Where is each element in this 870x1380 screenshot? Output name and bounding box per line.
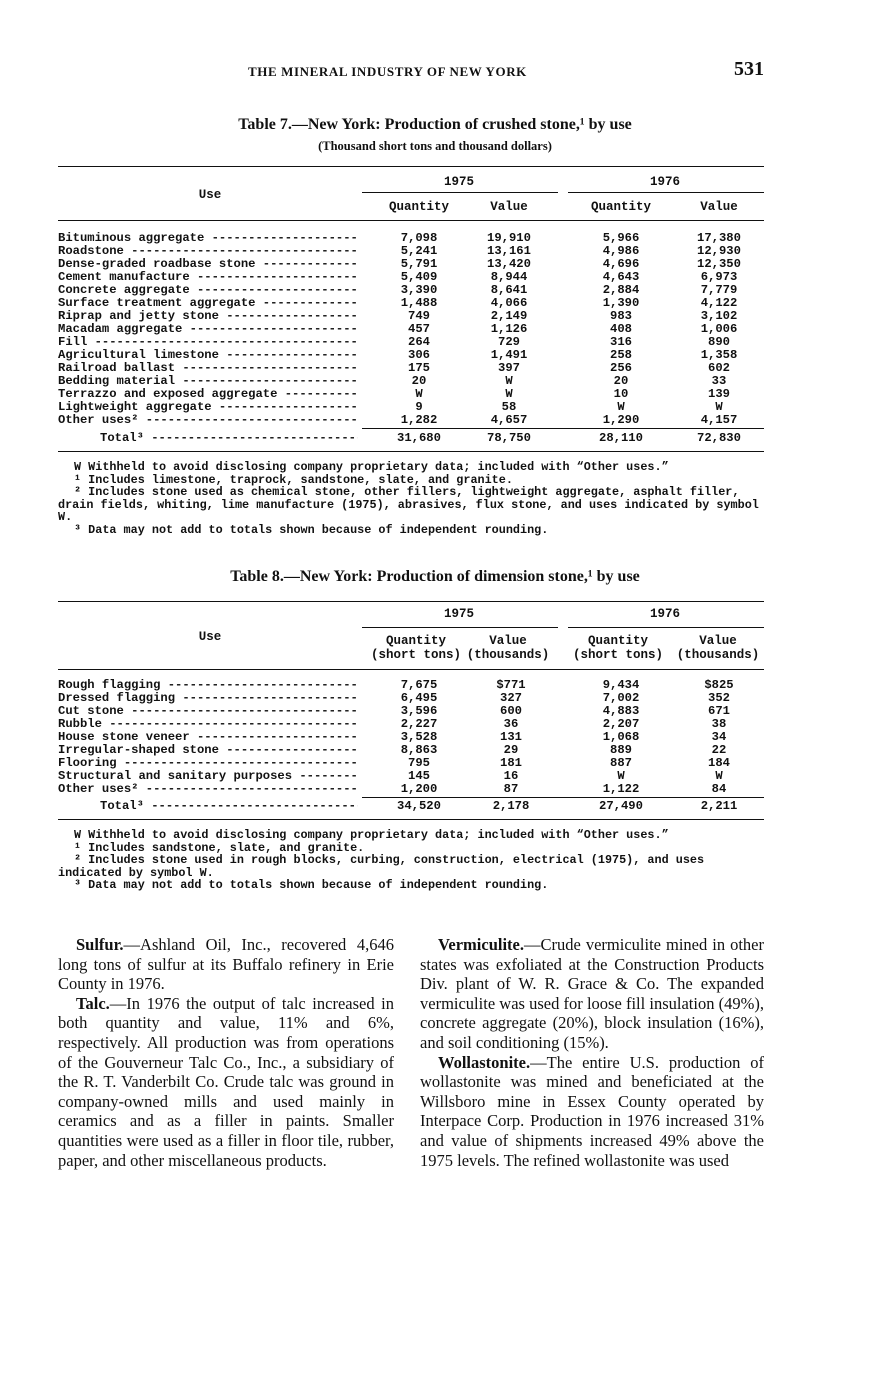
table-row: Bituminous aggregate ----- 7,098 19,910 5,966 17,380: [58, 232, 768, 245]
table-row: Roadstone ----- 5,241 13,161 4,986 12,930: [58, 245, 768, 258]
table-row: Flooring ----- 795 181 887 184: [58, 757, 768, 770]
table8-bottom-rule: [58, 819, 764, 820]
table-row: Irregular-shaped stone ----- 8,863 29 889 22: [58, 744, 768, 757]
table8-footnotes: [58, 829, 770, 892]
table-row: Other uses² ----- 1,282 4,657 1,290 4,157: [58, 414, 768, 427]
table8-col-val-1976: Value: [699, 634, 737, 648]
left-column: [58, 935, 394, 1170]
table8-header-rule: [58, 669, 764, 670]
footnote: ¹ Includes sandstone, slate, and granite.: [74, 840, 365, 855]
table8-col-qty-unit-1975: (short tons): [370, 648, 461, 662]
table7-total-rule: [362, 428, 764, 429]
table7-1976-span-rule: [568, 192, 764, 193]
table8-total-rule: [362, 797, 764, 798]
table7-col-val-1975: Value: [490, 200, 528, 214]
table-row: Other uses² ----- 1,200 87 1,122 84: [58, 783, 768, 796]
footnote: W Withheld to avoid disclosing company proprietary data; included with “Other uses.”: [74, 460, 669, 474]
table8-col-qty-1975: Quantity: [385, 634, 446, 648]
table8-col-val-unit-1975: (thousands): [466, 648, 550, 662]
table8-year-1975: 1975: [443, 607, 474, 621]
table-row: Cement manufacture ----- 5,409 8,944 4,643 6,973: [58, 271, 768, 284]
table-row: Riprap and jetty stone ----- 749 2,149 983 3,102: [58, 310, 768, 323]
footnote: ² Includes stone used in rough blocks, curbing, construction, electrical (1975), and uses indicated by symbol W.: [58, 853, 705, 880]
table7-1975-span-rule: [362, 192, 558, 193]
table8-year-1976: 1976: [649, 607, 680, 621]
table-row: Rubble ----- 2,227 36 2,207 38: [58, 718, 768, 731]
table-row: Railroad ballast ----- 175 397 256 602: [58, 362, 768, 375]
table-row: Cut stone ----- 3,596 600 4,883 671: [58, 705, 768, 718]
footnote: ³ Data may not add to totals shown because of independent rounding.: [74, 878, 549, 892]
table7-total-row: Total³ ----- 31,680 78,750 28,110 72,830: [58, 432, 768, 445]
paragraph-wollastonite: Wollastonite.—The entire U.S. production of wollastonite was mined and beneficiated at the Willsboro mine in Essex County operated by Interpace Corp. Production in 1976 increased 31% and value of shipments increased 49% above the 1975 levels. The refined wollastonite was used: [420, 1052, 764, 1170]
table8-1976-span-rule: [568, 627, 764, 628]
table8-col-qty-1976: Quantity: [587, 634, 648, 648]
table-row: Macadam aggregate ----- 457 1,126 408 1,006: [58, 323, 768, 336]
table8-title: Table 8.—New York: Production of dimension stone,¹ by use: [230, 568, 640, 585]
table7-col-val-1976: Value: [700, 200, 738, 214]
table7-subtitle: (Thousand short tons and thousand dollars): [318, 139, 552, 153]
table8-col-val-unit-1976: (thousands): [676, 648, 760, 662]
table8-col-qty-unit-1976: (short tons): [572, 648, 663, 662]
table8-top-rule: [58, 601, 764, 602]
table-row: House stone veneer ----- 3,528 131 1,068 34: [58, 731, 768, 744]
table7-header-rule: [58, 220, 764, 221]
paragraph-vermiculite: Vermiculite.—Crude vermiculite mined in other states was exfoliated at the Construction Products Div. plant of W. R. Grace & Co. The expanded vermiculite was used for loose fill insulation (49%), concrete aggregate (20%), block insulation (16%), and soil conditioning (15%).: [420, 935, 764, 1052]
table7-year-1976: 1976: [649, 175, 680, 189]
table7-col-qty-1976: Quantity: [590, 200, 651, 214]
table-row: Surface treatment aggregate ----- 1,488 4,066 1,390 4,122: [58, 297, 768, 310]
paragraph-sulfur: Sulfur.—Ashland Oil, Inc., recovered 4,646 long tons of sulfur at its Buffalo refinery in Erie County in 1976.: [58, 935, 394, 994]
table-row: Structural and sanitary purposes ----- 145 16 W W: [58, 770, 768, 783]
table8-total-row: Total³ ----- 34,520 2,178 27,490 2,211: [58, 800, 768, 813]
talc-heading: Talc.: [76, 993, 110, 1013]
table7-col-qty-1975: Quantity: [388, 200, 449, 214]
table8-col-use: Use: [198, 630, 222, 644]
vermiculite-heading: Vermiculite.: [438, 935, 524, 954]
wollastonite-heading: Wollastonite.: [438, 1052, 531, 1072]
footnote: ² Includes stone used as chemical stone, other fillers, lightweight aggregate, asphalt filler, drain fields, whiting, lime manufacture (1975), abrasives, flux stone, and uses indicated by symbol W.: [58, 485, 759, 524]
running-title: THE MINERAL INDUSTRY OF NEW YORK: [248, 64, 527, 79]
table-row: Fill ----- 264 729 316 890: [58, 336, 768, 349]
footnote: W Withheld to avoid disclosing company proprietary data; included with “Other uses.”: [74, 828, 669, 842]
table7-top-rule: [58, 166, 764, 167]
table-row: Agricultural limestone ----- 306 1,491 258 1,358: [58, 349, 768, 362]
table-row: Dense-graded roadbase stone ----- 5,791 13,420 4,696 12,350: [58, 258, 768, 271]
table7-col-use: Use: [198, 188, 222, 202]
sulfur-heading: Sulfur.: [76, 935, 124, 954]
table7-title: Table 7.—New York: Production of crushed stone,¹ by use: [238, 116, 632, 133]
table7-bottom-rule: [58, 451, 764, 452]
page-number: 531: [734, 58, 764, 80]
table-row: Bedding material ----- 20 W 20 33: [58, 375, 768, 388]
table7-year-1975: 1975: [443, 175, 474, 189]
table-row: Terrazzo and exposed aggregate ----- W W 10 139: [58, 388, 768, 401]
table-row: Lightweight aggregate ----- 9 58 W W: [58, 401, 768, 414]
table-row: Concrete aggregate ----- 3,390 8,641 2,884 7,779: [58, 284, 768, 297]
footnote: ³ Data may not add to totals shown because of independent rounding.: [74, 522, 549, 537]
table-row: Dressed flagging ----- 6,495 327 7,002 352: [58, 692, 768, 705]
table7-footnotes: [58, 461, 770, 536]
right-column: [420, 935, 764, 1170]
footnote: ¹ Includes limestone, traprock, sandstone, slate, and granite.: [74, 472, 513, 487]
table8-1975-span-rule: [362, 627, 558, 628]
table8-col-val-1975: Value: [489, 634, 527, 648]
paragraph-talc: Talc.—In 1976 the output of talc increased in both quantity and value, 11% and 6%, respectively. All production was from operations of the Gouverneur Talc Co., Inc., a subsidiary of the R. T. Vanderbilt Co. Crude talc was ground in company-owned mills and used mainly in ceramics and as a filler in paints. Smaller quantities were used as a filler in floor tile, rubber, paper, and other miscellaneous products.: [58, 993, 394, 1170]
table-row: Rough flagging ----- 7,675 $771 9,434 $825: [58, 679, 768, 692]
